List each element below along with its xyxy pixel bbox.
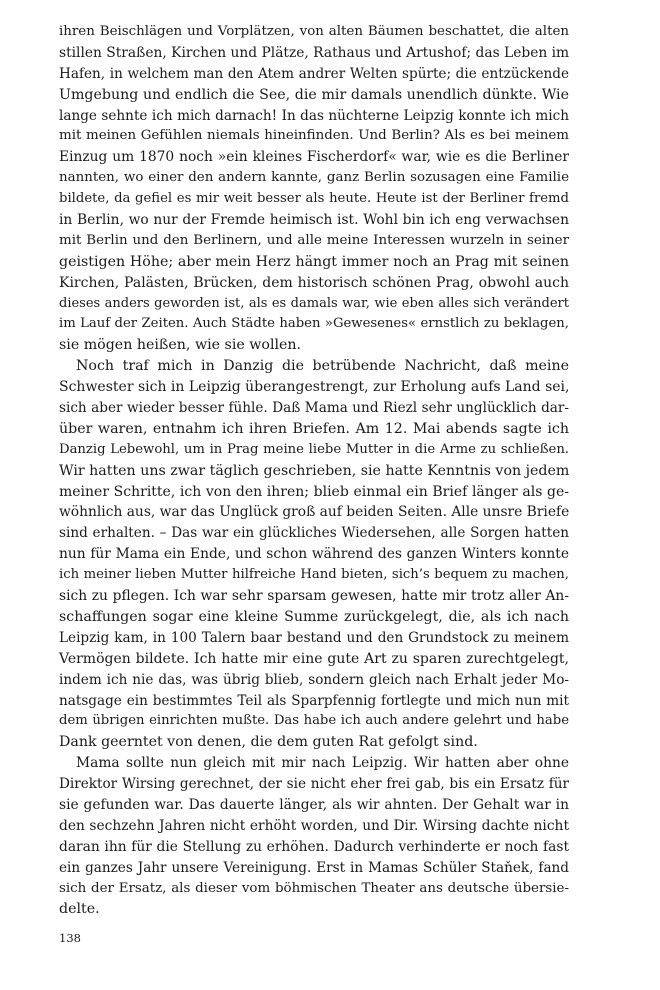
text-line: natsgage ein bestimmtes Teil als Sparpfennig fortlegte und mich nun mit bbox=[59, 692, 569, 709]
text-line: sich aber wieder besser fühle. Daß Mama und Riezl sehr unglücklich dar- bbox=[59, 400, 569, 417]
text-line: lange sehnte ich mich darnach! In das nüchterne Leipzig konnte ich mich bbox=[59, 107, 569, 124]
text-line: Dank geerntet von denen, die dem guten Rat gefolgt sind. bbox=[59, 734, 478, 751]
paragraph bbox=[59, 753, 569, 920]
text-line: ihren Beischlägen und Vorplätzen, von alten Bäumen beschattet, die alten bbox=[59, 24, 569, 39]
paragraph bbox=[59, 22, 569, 356]
text-line: sich der Ersatz, als dieser vom böhmischen Theater ans deutsche übersie- bbox=[59, 880, 569, 896]
text-line: Noch traf mich in Danzig die betrübende Nachricht, daß meine bbox=[76, 358, 569, 375]
text-line: Wir hatten uns zwar täglich geschrieben, sie hatte Kenntnis von jedem bbox=[59, 462, 570, 479]
text-line: bildete, da gefiel es mir weit besser als heute. Heute ist der Berliner fremd bbox=[59, 191, 569, 207]
text-line: Vermögen bildete. Ich hatte mir eine gute Art zu sparen zurechtgelegt, bbox=[59, 650, 569, 667]
text-line: nannten, wo einer den andern kannte, ganz Berlin sozusagen eine Familie bbox=[59, 170, 569, 186]
text-line: sich zu pflegen. Ich war sehr sparsam gewesen, hatte mir trotz aller An- bbox=[59, 588, 569, 605]
text-line: nun für Mama ein Ende, und schon während des ganzen Winters konnte bbox=[59, 546, 569, 563]
text-line: Kirchen, Palästen, Brücken, dem historisch schönen Prag, obwohl auch bbox=[59, 274, 569, 291]
text-line: Mama sollte nun gleich mit mir nach Leipzig. Wir hatten aber ohne bbox=[76, 755, 569, 772]
text-line: meiner Schritte, ich von den ihren; blieb einmal ein Brief länger als ge- bbox=[59, 483, 569, 500]
text-line: indem ich nie das, was übrig blieb, sondern gleich nach Erhalt jeder Mo- bbox=[59, 671, 569, 688]
text-line: Schwester sich in Leipzig überangestrengt, zur Erholung aufs Land sei, bbox=[59, 379, 570, 396]
text-line: über waren, entnahm ich ihren Briefen. Am 12. Mai abends sagte ich bbox=[59, 420, 569, 437]
text-line: geistigen Höhe; aber mein Herz hängt immer noch an Prag mit seinen bbox=[59, 253, 569, 270]
text-line: delte. bbox=[59, 901, 100, 918]
text-line: daran ihn für die Stellung zu erhöhen. Dadurch verhinderte er noch fast bbox=[59, 838, 569, 855]
body-text bbox=[59, 22, 569, 920]
text-line: mit meinen Gefühlen niemals hineinfinden. Und Berlin? Als es bei meinem bbox=[59, 128, 569, 144]
text-line: Direktor Wirsing gerechnet, der sie nicht eher frei gab, bis ein Ersatz für bbox=[59, 776, 569, 793]
text-line: dieses anders geworden ist, als es damals war, wie eben alles sich verändert bbox=[59, 295, 569, 311]
text-line: in Berlin, wo nur der Fremde heimisch ist. Wohl bin ich eng verwachsen bbox=[59, 212, 569, 229]
text-line: sie mögen heißen, wie sie wollen. bbox=[59, 337, 302, 354]
text-line: schaffungen sogar eine kleine Summe zurückgelegt, die, als ich nach bbox=[59, 608, 569, 625]
paragraph bbox=[59, 356, 569, 753]
text-line: Danzig Lebewohl, um in Prag meine liebe Mutter in die Arme zu schließen. bbox=[59, 441, 569, 457]
page-number: 138 bbox=[59, 931, 81, 945]
text-line: im Lauf der Zeiten. Auch Städte haben »Gewesenes« ernstlich zu beklagen, bbox=[59, 316, 569, 332]
text-line: ein ganzes Jahr unsere Vereinigung. Erst in Mamas Schüler Staňek, fand bbox=[59, 859, 569, 876]
text-line: Leipzig kam, in 100 Talern baar bestand und den Grundstock zu meinem bbox=[59, 629, 569, 646]
text-line: Einzug um 1870 noch »ein kleines Fischerdorf« war, wie es die Berliner bbox=[59, 149, 569, 166]
text-line: mit Berlin und den Berlinern, und alle meine Interessen wurzeln in seiner bbox=[59, 232, 569, 248]
text-line: sie gefunden war. Das dauerte länger, als wir ahnten. Der Gehalt war in bbox=[59, 796, 569, 813]
text-line: dem übrigen einrichten mußte. Das habe ich auch andere gelehrt und habe bbox=[59, 713, 569, 729]
text-line: sind erhalten. – Das war ein glückliches Wiedersehen, alle Sorgen hatten bbox=[59, 525, 569, 542]
text-line: stillen Straßen, Kirchen und Plätze, Rathaus und Artushof; das Leben im bbox=[59, 44, 570, 61]
text-line: den sechzehn Jahren nicht erhöht worden, und Dir. Wirsing dachte nicht bbox=[59, 817, 569, 834]
text-line: Hafen, in welchem man den Atem andrer Welten spürte; die entzückende bbox=[59, 65, 569, 82]
text-line: Umgebung und endlich die See, die mir damals unendlich dünkte. Wie bbox=[59, 86, 569, 103]
text-line: ich meiner lieben Mutter hilfreiche Hand bieten, sich’s bequem zu machen, bbox=[59, 567, 569, 583]
text-line: wöhnlich aus, war das Unglück groß auf beiden Seiten. Alle unsre Briefe bbox=[59, 504, 570, 521]
